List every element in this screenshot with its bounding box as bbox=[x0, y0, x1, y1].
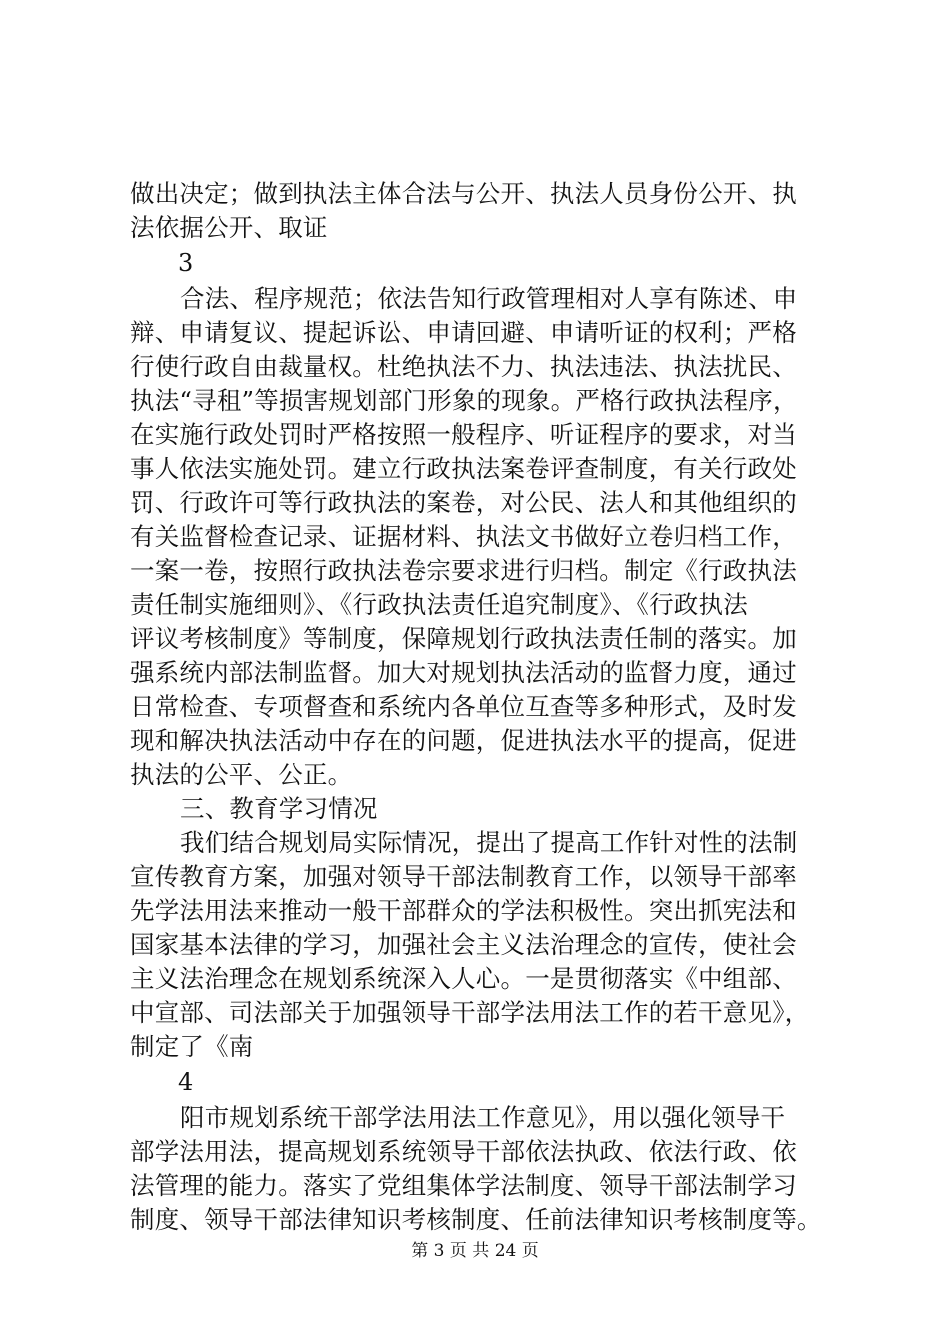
text-line: 法管理的能力。落实了党组集体学法制度、领导干部法制学习 bbox=[130, 1171, 797, 1200]
text-line: 在实施行政处罚时严格按照一般程序、听证程序的要求，对当 bbox=[130, 420, 797, 449]
text-line: 法依据公开、取证 bbox=[130, 213, 328, 242]
page-footer: 第 3 页 共 24 页 bbox=[411, 1241, 539, 1261]
text-line: 执法“寻租”等损害规划部门形象的现象。严格行政执法程序， bbox=[130, 386, 798, 415]
inline-page-number: 4 bbox=[178, 1068, 194, 1096]
paragraph-first-line: 阳市规划系统干部学法用法工作意见》，用以强化领导干 bbox=[180, 1103, 786, 1132]
paragraph-first-line: 合法、程序规范；依法告知行政管理相对人享有陈述、申 bbox=[180, 284, 798, 313]
inline-page-number: 3 bbox=[178, 249, 194, 277]
text-line: 宣传教育方案，加强对领导干部法制教育工作，以领导干部率 bbox=[130, 862, 797, 891]
text-line: 部学法用法，提高规划系统领导干部依法执政、依法行政、依 bbox=[130, 1137, 797, 1166]
text-line: 事人依法实施处罚。建立行政执法案卷评查制度，有关行政处 bbox=[130, 454, 797, 483]
text-line: 做出决定；做到执法主体合法与公开、执法人员身份公开、执 bbox=[130, 179, 797, 208]
text-line: 罚、行政许可等行政执法的案卷，对公民、法人和其他组织的 bbox=[130, 488, 797, 517]
text-line: 先学法用法来推动一般干部群众的学法积极性。突出抓宪法和 bbox=[130, 896, 797, 925]
text-line: 国家基本法律的学习，加强社会主义法治理念的宣传，使社会 bbox=[130, 930, 797, 959]
text-line: 强系统内部法制监督。加大对规划执法活动的监督力度，通过 bbox=[130, 658, 797, 687]
text-line: 行使行政自由裁量权。杜绝执法不力、执法违法、执法扰民、 bbox=[130, 352, 797, 381]
text-line: 主义法治理念在规划系统深入人心。一是贯彻落实《中组部、 bbox=[130, 964, 797, 993]
section-heading: 三、教育学习情况 bbox=[180, 794, 378, 823]
text-line: 现和解决执法活动中存在的问题，促进执法水平的提高，促进 bbox=[130, 726, 797, 755]
text-line: 一案一卷，按照行政执法卷宗要求进行归档。制定《行政执法 bbox=[130, 556, 797, 585]
text-line: 责任制实施细则》、《行政执法责任追究制度》、《行政执法 bbox=[130, 590, 748, 619]
text-line: 日常检查、专项督查和系统内各单位互查等多种形式，及时发 bbox=[130, 692, 797, 721]
text-line: 评议考核制度》等制度，保障规划行政执法责任制的落实。加 bbox=[130, 624, 797, 653]
text-line: 制度、领导干部法律知识考核制度、任前法律知识考核制度等。 bbox=[130, 1205, 822, 1234]
text-line: 中宣部、司法部关于加强领导干部学法用法工作的若干意见》， bbox=[130, 998, 810, 1027]
paragraph-first-line: 我们结合规划局实际情况，提出了提高工作针对性的法制 bbox=[180, 828, 798, 857]
text-line: 辩、申请复议、提起诉讼、申请回避、申请听证的权利；严格 bbox=[130, 318, 797, 347]
text-line: 制定了《南 bbox=[130, 1032, 254, 1061]
text-line: 执法的公平、公正。 bbox=[130, 760, 353, 789]
text-line: 有关监督检查记录、证据材料、执法文书做好立卷归档工作， bbox=[130, 522, 797, 551]
